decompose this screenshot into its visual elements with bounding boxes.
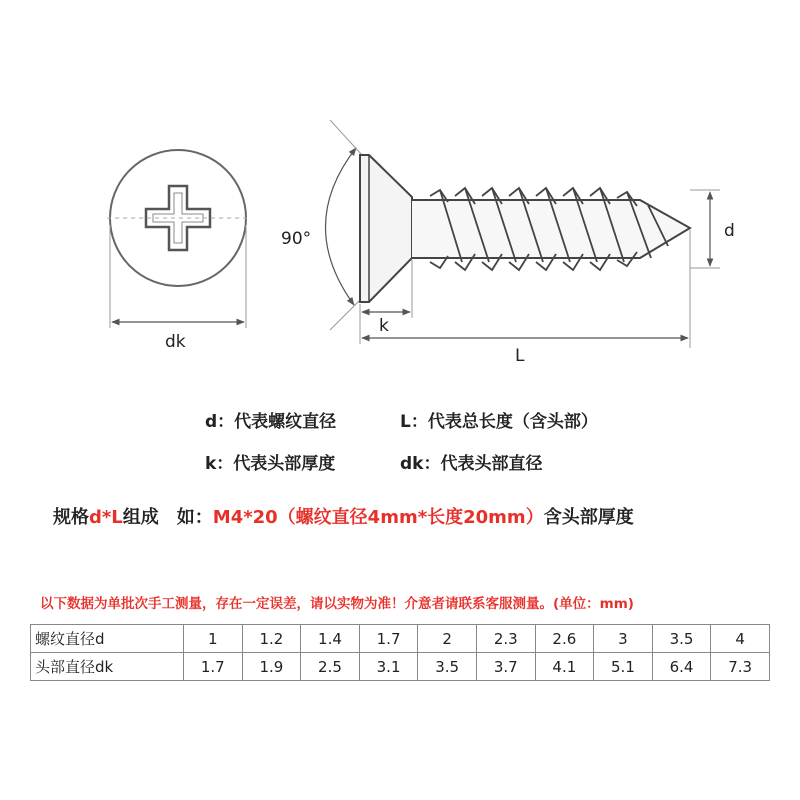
legend-l: L：代表总长度（含头部） (400, 412, 598, 432)
spec-line (53, 503, 634, 529)
table-cell: 2.5 (301, 653, 360, 681)
angle-arc (325, 148, 356, 305)
legend-k: k：代表头部厚度 (205, 454, 336, 474)
spec-prefix: 规格 (53, 507, 89, 528)
row-header: 头部直径dk (31, 653, 184, 681)
table-cell: 2.3 (476, 625, 535, 653)
table-cell: 4.1 (535, 653, 594, 681)
spec-example: M4*20（螺纹直径4mm*长度20mm） (212, 507, 544, 528)
table-cell: 1.2 (242, 625, 301, 653)
table-cell: 1.7 (359, 625, 418, 653)
row-header: 螺纹直径d (31, 625, 184, 653)
legend-d: d：代表螺纹直径 (205, 412, 337, 432)
table-cell: 1 (184, 625, 243, 653)
screw-head-top-view (107, 150, 250, 328)
table-cell: 3.5 (652, 625, 711, 653)
legend-dk: dk：代表头部直径 (400, 454, 543, 474)
table-cell: 4 (711, 625, 770, 653)
spec-mid: 组成 如： (122, 507, 213, 528)
table-cell: 1.4 (301, 625, 360, 653)
d-label: d (724, 221, 735, 241)
measurement-note: 以下数据为单批次手工测量，存在一定误差，请以实物为准！介意者请联系客服测量。(单位：mm) (40, 596, 634, 612)
table-cell: 1.9 (242, 653, 301, 681)
table-cell: 2 (418, 625, 477, 653)
table-cell: 3.7 (476, 653, 535, 681)
k-label: k (379, 316, 389, 336)
table-cell: 7.3 (711, 653, 770, 681)
table-cell: 3 (594, 625, 653, 653)
table-cell: 2.6 (535, 625, 594, 653)
table-row (31, 625, 770, 653)
dk-label: dk (165, 332, 186, 352)
table-cell: 1.7 (184, 653, 243, 681)
l-label: L (515, 346, 525, 366)
table-cell: 6.4 (652, 653, 711, 681)
screw-head-side (360, 155, 412, 302)
spec-suffix: 含头部厚度 (543, 507, 634, 528)
table-row (31, 653, 770, 681)
table-cell: 5.1 (594, 653, 653, 681)
table-cell: 3.1 (359, 653, 418, 681)
angle-label: 90° (281, 229, 312, 249)
size-table (30, 624, 770, 681)
spec-formula: d*L (89, 507, 123, 528)
screw-side-view (325, 120, 720, 348)
table-cell: 3.5 (418, 653, 477, 681)
